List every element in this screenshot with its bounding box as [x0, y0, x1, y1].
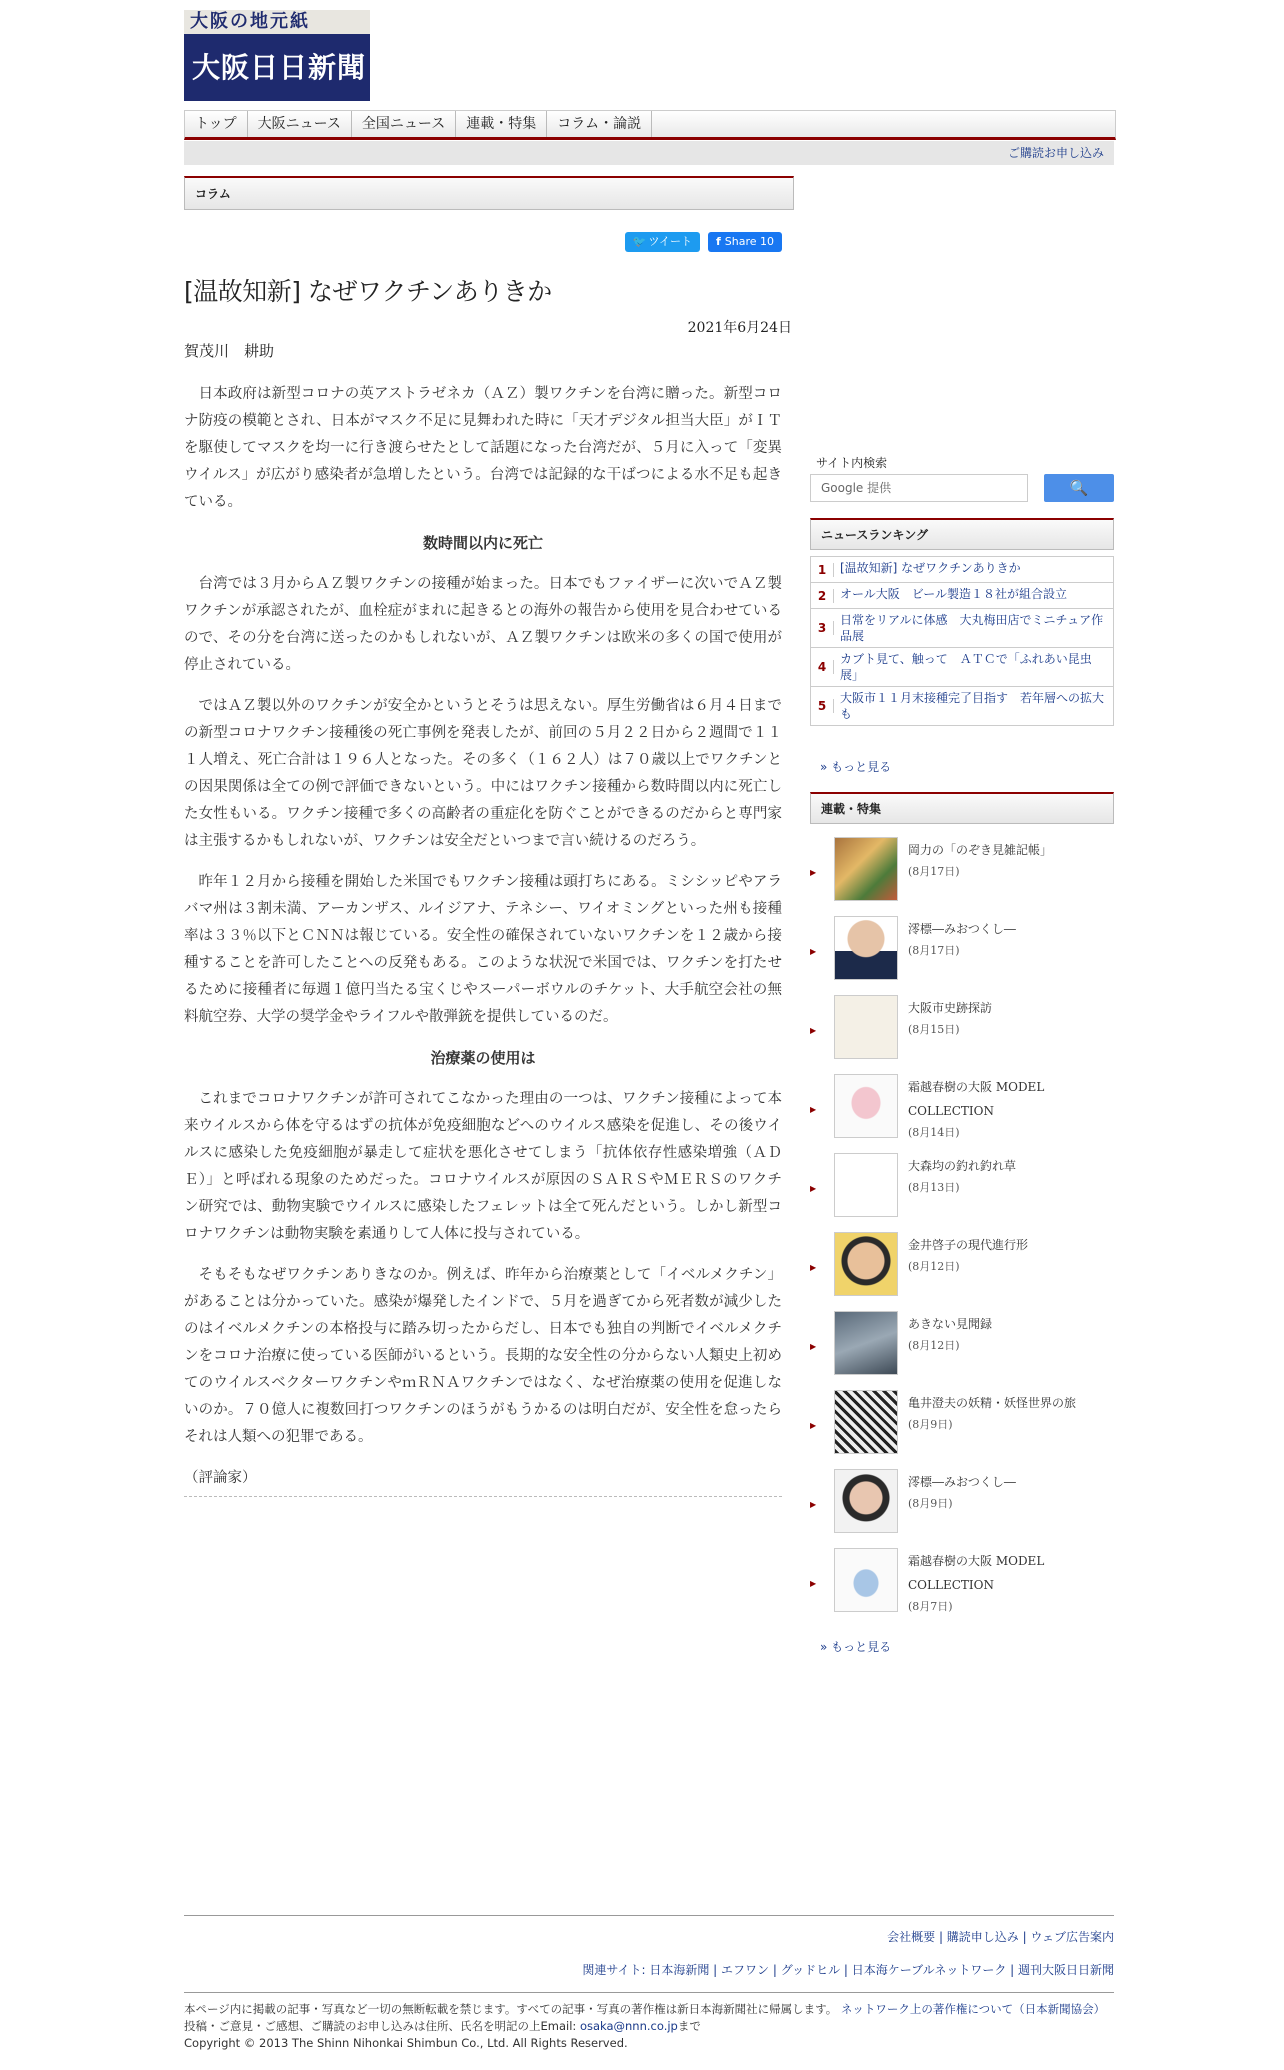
series-title[interactable]	[908, 838, 1108, 882]
ranking-list	[810, 556, 1114, 726]
ranking-item[interactable]	[811, 648, 1113, 687]
series-date: (8月14日)	[908, 1126, 960, 1139]
ranking-item[interactable]	[811, 609, 1113, 648]
rank-number: 5	[811, 699, 834, 713]
main-column	[184, 176, 794, 1486]
search-input[interactable]: Google 提供	[810, 474, 1028, 502]
ranking-link[interactable]: 日常をリアルに体感 大丸梅田店でミニチュア作品展	[840, 613, 1104, 643]
footer	[184, 1915, 1114, 2052]
series-title[interactable]	[908, 1549, 1108, 1617]
series-date: (8月15日)	[908, 1023, 960, 1036]
rank-number: 4	[811, 660, 834, 674]
series-date: (8月17日)	[908, 944, 960, 957]
article-date: 2021年6月24日	[687, 320, 792, 336]
series-item[interactable]	[810, 1071, 1114, 1150]
section-header: コラム	[184, 176, 794, 210]
series-title[interactable]	[908, 1470, 1108, 1514]
series-thumbnail[interactable]	[834, 1390, 898, 1454]
article-title: [温故知新] なぜワクチンありきか	[184, 277, 552, 306]
series-title-text: 大森均の釣れ釣れ草	[908, 1159, 1017, 1173]
series-item[interactable]	[810, 913, 1114, 992]
series-thumbnail[interactable]	[834, 1311, 898, 1375]
series-title-text: 澪標―みおつくし―	[908, 1475, 1016, 1489]
subheading: 数時間以内に死亡	[422, 534, 543, 552]
paragraph: ではＡＺ製以外のワクチンが安全かというとそうは思えない。厚生労働省は６月４日までの新型コロナワクチン接種後の死亡事例を発表したが、前回の５月２２日から２週間で１１１人増え、死亡合計は１９６人となった。その多く（１６２人）は７０歳以上でワクチンとの因果関係は全ての例で評価できないという。中にはワクチン接種から数時間以内に死亡した女性もいる。ワクチン接種で多くの高齢者の重症化を防ぐことができるのだからと専門家は主張するかもしれないが、ワクチンは安全だといつまで言い続けるのだろう。	[184, 698, 782, 849]
series-date: (8月7日)	[908, 1600, 953, 1613]
facebook-share-label: Share 10	[724, 235, 774, 248]
series-item[interactable]	[810, 1229, 1114, 1308]
series-list	[810, 834, 1114, 1624]
series-more-link[interactable]: » もっと見る	[820, 1640, 892, 1654]
tweet-button[interactable]	[625, 232, 700, 252]
series-date: (8月17日)	[908, 865, 960, 878]
author-note: （評論家）	[184, 1465, 782, 1497]
nav-column[interactable]: コラム・論説	[547, 111, 652, 137]
series-title-text: 亀井澄夫の妖精・妖怪世界の旅	[908, 1396, 1077, 1410]
nav-national-news[interactable]: 全国ニュース	[352, 111, 456, 137]
ranking-more-link[interactable]: » もっと見る	[820, 760, 892, 774]
related-sites[interactable]: 関連サイト: 日本海新聞 | エフワン | グッドヒル | 日本海ケーブルネットワーク | 週刊大阪日日新聞	[582, 1963, 1114, 1977]
paragraph: そもそもなぜワクチンありきなのか。例えば、昨年から治療薬として「イベルメクチン」があることは分かっていた。感染が爆発したインドで、５月を過ぎてから死者数が減少したのはイベルメクチンの本格投与に踏み切ったからだし、日本でも独自の判断でイベルメクチンをコロナ治療に使っている医師がいるという。長期的な安全性の分からない人類史上初めてのウイルスベクターワクチンやｍＲＮＡワクチンではなく、なぜ治療薬の使用を促進しないのか。７０億人に複数回打つワクチンのほうがもうかるのは明白だが、安全性を怠ったらそれは人類への犯罪である。	[184, 1267, 782, 1445]
series-title-text: 大阪市史跡探訪	[908, 1001, 993, 1015]
ranking-item[interactable]	[811, 687, 1113, 725]
article-author: 賀茂川 耕助	[184, 342, 275, 360]
series-date: (8月13日)	[908, 1181, 960, 1194]
series-item[interactable]	[810, 1545, 1114, 1624]
series-title[interactable]	[908, 1233, 1108, 1277]
nav-series[interactable]: 連載・特集	[456, 111, 547, 137]
paragraph: これまでコロナワクチンが許可されてこなかった理由の一つは、ワクチン接種によって本来ウイルスから体を守るはずの抗体が免疫細胞などへのウイルス感染を促進し、その後ウイルスに感染した免疫細胞が暴走して症状を悪化させてしまう「抗体依存性感染増強（ＡＤＥ）」と呼ばれる現象のためだった。コロナウイルスが原因のＳＡＲＳやＭＥＲＳのワクチン研究では、動物実験でウイルスに感染したフェレットは全て死んだという。しかし新型コロナワクチンは動物実験を素通りして人体に投与されている。	[184, 1091, 782, 1242]
series-date: (8月9日)	[908, 1497, 953, 1510]
subscribe-link[interactable]: ご購読お申し込み	[1007, 146, 1104, 160]
series-title-text: 金井啓子の現代進行形	[908, 1238, 1029, 1252]
series-title-text: 霜越春樹の大阪 MODEL COLLECTION	[908, 1080, 1045, 1118]
copyright-notice	[184, 2001, 1114, 2018]
series-title[interactable]	[908, 917, 1108, 961]
series-title[interactable]	[908, 1391, 1108, 1435]
subheading: 治療薬の使用は	[430, 1049, 536, 1067]
series-title-text: 澪標―みおつくし―	[908, 922, 1016, 936]
ranking-link[interactable]: 大阪市１１月末接種完了目指す 若年層への拡大も	[840, 691, 1105, 721]
ranking-item[interactable]	[811, 557, 1113, 583]
series-item[interactable]	[810, 1150, 1114, 1229]
search-button[interactable]	[1044, 474, 1114, 502]
series-item[interactable]	[810, 834, 1114, 913]
series-header: 連載・特集	[810, 792, 1114, 824]
rank-number: 3	[811, 621, 834, 635]
copyright: Copyright © 2013 The Shinn Nihonkai Shimbun Co., Ltd. All Rights Reserved.	[184, 2036, 628, 2050]
series-title-text: 霜越春樹の大阪 MODEL COLLECTION	[908, 1554, 1045, 1592]
notice-text: 本ページ内に掲載の記事・写真など一切の無断転載を禁じます。すべての記事・写真の著作権は新日本海新聞社に帰属します。	[184, 2002, 838, 2016]
series-item[interactable]	[810, 1308, 1114, 1387]
nav-osaka-news[interactable]: 大阪ニュース	[248, 111, 352, 137]
twitter-icon: 🐦	[632, 235, 647, 248]
series-title-text: 岡力の「のぞき見雑記帳」	[908, 843, 1053, 857]
copyright-policy-link[interactable]: ネットワーク上の著作権について（日本新聞協会）	[840, 2002, 1106, 2016]
series-thumbnail[interactable]	[834, 837, 898, 901]
series-item[interactable]	[810, 992, 1114, 1071]
series-item[interactable]	[810, 1466, 1114, 1545]
series-date: (8月12日)	[908, 1339, 960, 1352]
search-label: サイト内検索	[816, 456, 888, 470]
ranking-link[interactable]: [温故知新] なぜワクチンありきか	[840, 561, 1021, 575]
rank-number: 2	[811, 589, 834, 603]
series-thumbnail[interactable]	[834, 1232, 898, 1296]
series-title[interactable]	[908, 1154, 1108, 1198]
series-thumbnail[interactable]	[834, 995, 898, 1059]
paragraph: 台湾では３月からＡＺ製ワクチンの接種が始まった。日本でもファイザーに次いでＡＺ製ワクチンが承認されたが、血栓症がまれに起きるとの海外の報告から使用を見合わせているので、その分を台湾に送ったのかもしれないが、ＡＺ製ワクチンは欧米の多くの国で使用が停止されている。	[184, 576, 782, 673]
sub-bar	[184, 141, 1114, 165]
nav-top[interactable]: トップ	[185, 111, 248, 137]
contact-text: 投稿・ご意見・ご感想、ご購読のお申し込みは住所、氏名を明記の上Email:	[184, 2019, 580, 2033]
series-thumbnail[interactable]	[834, 1469, 898, 1533]
series-date: (8月12日)	[908, 1260, 960, 1273]
series-thumbnail[interactable]	[834, 1548, 898, 1612]
ranking-header: ニュースランキング	[810, 518, 1114, 550]
ranking-link[interactable]: オール大阪 ビール製造１８社が組合設立	[840, 587, 1068, 601]
site-logo[interactable]	[184, 10, 370, 101]
article-body	[184, 381, 782, 1511]
series-title[interactable]	[908, 1075, 1108, 1143]
series-date: (8月9日)	[908, 1418, 953, 1431]
footer-links[interactable]: 会社概要 | 購読申し込み | ウェブ広告案内	[887, 1930, 1114, 1944]
series-title[interactable]	[908, 1312, 1108, 1356]
series-title[interactable]	[908, 996, 1108, 1040]
logo-tagline: 大阪の地元紙	[184, 10, 370, 34]
facebook-share-button[interactable]	[708, 232, 782, 252]
paragraph: 日本政府は新型コロナの英アストラゼネカ（ＡＺ）製ワクチンを台湾に贈った。新型コロナ防疫の模範とされ、日本がマスク不足に見舞われた時に「天才デジタル担当大臣」がＩＴを駆使してマスクを均一に行き渡らせたとして話題になった台湾だが、５月に入って「変異ウイルス」が広がり感染者が急増したという。台湾では記録的な干ばつによる水不足も起きている。	[184, 386, 782, 510]
paragraph: 昨年１２月から接種を開始した米国でもワクチン接種は頭打ちにある。ミシシッピやアラバマ州は３割未満、アーカンザス、ルイジアナ、テネシー、ワイオミングといった州も接種率は３３％以下とＣＮＮは報じている。安全性の確保されていないワクチンを１２歳から接種することを許可したことへの反発もある。このような状況で米国では、ワクチンを打たせるために接種者に毎週１億円当たる宝くじやスーパーボウルのチケット、大手航空会社の無料航空券、大学の奨学金やライフルや散弾銃を提供しているのだ。	[184, 874, 782, 1025]
contact-line	[184, 2018, 1114, 2035]
series-title-text: あきない見聞録	[908, 1317, 993, 1331]
series-thumbnail[interactable]	[834, 1153, 898, 1217]
search-icon: 🔍	[1069, 479, 1089, 497]
series-thumbnail[interactable]	[834, 1074, 898, 1138]
rank-number: 1	[811, 563, 834, 577]
ranking-link[interactable]: カブト見て、触って ＡＴＣで「ふれあい昆虫展」	[840, 652, 1092, 682]
logo-name: 大阪日日新聞	[184, 34, 370, 101]
series-item[interactable]	[810, 1387, 1114, 1466]
tweet-label: ツイート	[648, 235, 692, 248]
contact-end: まで	[677, 2019, 701, 2033]
email-link[interactable]: osaka@nnn.co.jp	[579, 2019, 678, 2033]
share-buttons	[625, 232, 782, 252]
ranking-item[interactable]	[811, 583, 1113, 609]
main-nav	[184, 110, 1116, 140]
series-thumbnail[interactable]	[834, 916, 898, 980]
facebook-icon: f	[715, 235, 721, 248]
footer-legal	[184, 1992, 1114, 2052]
